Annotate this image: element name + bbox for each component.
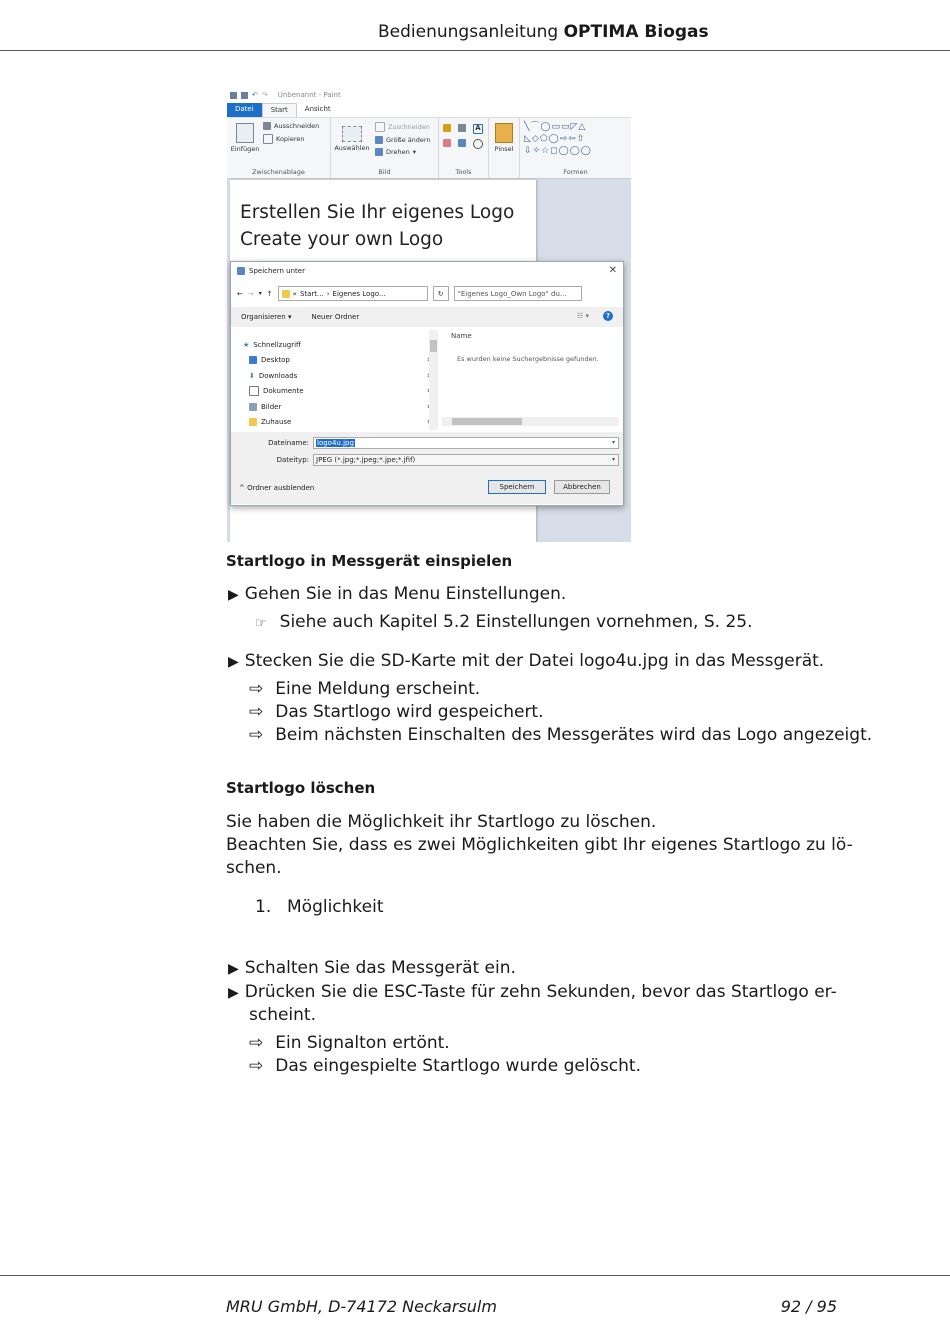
- color-picker-icon: [458, 139, 466, 147]
- reference-note: ☞ Siehe auch Kapitel 5.2 Einstellungen vornehmen, S. 25.: [255, 612, 753, 632]
- section-heading-delete: Startlogo löschen: [226, 779, 376, 797]
- result-item: ⇨ Das eingespielte Startlogo wurde gelöscht.: [249, 1056, 641, 1076]
- nav-item-downloads: ⬇ Downloads: [237, 368, 437, 384]
- group-zwischenablage: [227, 118, 331, 178]
- step-press-esc: ▶ Drücken Sie die ESC-Taste für zehn Sekunden, bevor das Startlogo er-: [228, 982, 837, 1002]
- group-pinsel: [489, 118, 519, 178]
- paste-icon: [236, 123, 254, 143]
- paragraph: Sie haben die Möglichkeit ihr Startlogo zu löschen.: [226, 812, 657, 832]
- nav-pane: [237, 330, 437, 430]
- dialog-toolbar: [231, 307, 623, 327]
- cancel-button: Abbrechen: [554, 480, 610, 494]
- filename-label: Dateiname:: [268, 438, 309, 447]
- dialog-bottom: [231, 432, 623, 504]
- folder-icon: [249, 418, 257, 426]
- paragraph: schen.: [226, 858, 282, 878]
- group-formen: [519, 118, 631, 178]
- numbered-item: 1. Möglichkeit: [255, 897, 384, 917]
- pictures-icon: [249, 403, 257, 411]
- canvas-text-2: Create your own Logo: [240, 229, 444, 250]
- select-label: Auswählen: [334, 144, 370, 152]
- header-brand: OPTIMA Biogas: [563, 22, 709, 42]
- nav-item-home: Zuhause: [237, 415, 437, 431]
- no-results-message: Es wurden keine Suchergebnisse gefunden.: [457, 355, 599, 363]
- eraser-icon: [443, 139, 451, 147]
- save-as-dialog: [230, 261, 624, 506]
- hide-folders-toggle: ^ Ordner ausblenden: [239, 484, 315, 492]
- result-item: ⇨ Ein Signalton ertönt.: [249, 1033, 450, 1053]
- copy-icon: [263, 134, 273, 144]
- group-label-zwischenablage: Zwischenablage: [252, 168, 305, 176]
- chevron-down-icon: ▾: [258, 290, 262, 297]
- copy-label: Kopieren: [276, 135, 305, 143]
- footer-company: MRU GmbH, D-74172 Neckarsulm: [226, 1297, 497, 1316]
- crop-icon: [375, 122, 385, 132]
- fill-icon: [458, 124, 466, 132]
- chevron-down-icon: ▾: [611, 456, 615, 463]
- resize-icon: [375, 136, 383, 144]
- result-arrow-icon: ⇨: [249, 679, 264, 699]
- step-press-esc-cont: scheint.: [249, 1005, 317, 1025]
- magnifier-icon: [473, 139, 483, 149]
- help-icon: ?: [603, 311, 613, 321]
- back-icon: ←: [237, 289, 243, 298]
- filename-field: logo4u.jpg ▾: [313, 437, 619, 449]
- triangle-bullet-icon: ▶: [228, 654, 239, 670]
- brush-label: Pinsel: [494, 145, 514, 153]
- path-start: Start...: [299, 289, 324, 298]
- group-label-formen: Formen: [563, 168, 588, 176]
- nav-item-pictures: Bilder: [237, 399, 437, 415]
- step-switch-on: ▶ Schalten Sie das Messgerät ein.: [228, 958, 516, 978]
- result-item: ⇨ Beim nächsten Einschalten des Messgerätes wird das Logo angezeigt.: [249, 725, 873, 745]
- group-label-bild: Bild: [378, 168, 391, 176]
- nav-item-desktop: Desktop: [237, 353, 437, 369]
- forward-icon: →: [247, 289, 254, 298]
- shapes-gallery-icon: ╲⌒◯▭▭◸△ ◺◇⬠◯⇨⇦⇧ ⇩✧☆◻◯◯◯: [524, 122, 592, 156]
- triangle-bullet-icon: ▶: [228, 985, 239, 1001]
- resize-label: Größe ändern: [386, 136, 431, 144]
- section-heading-import: Startlogo in Messgerät einspielen: [226, 552, 513, 570]
- ribbon-tabs: [227, 103, 631, 117]
- rotate-label: Drehen: [386, 148, 410, 156]
- filetype-label: Dateityp:: [276, 455, 309, 464]
- dialog-title: Speichern unter: [249, 267, 305, 275]
- desktop-icon: [249, 356, 257, 364]
- path-folder: Eigenes Logo...: [332, 289, 386, 298]
- group-tools: [439, 118, 489, 178]
- up-icon: ↑: [266, 289, 273, 298]
- horizontal-scrollbar: [442, 417, 619, 426]
- result-item: ⇨ Das Startlogo wird gespeichert.: [249, 702, 544, 722]
- ribbon: [227, 117, 631, 179]
- qat-title: Unbenannt - Paint: [277, 91, 341, 99]
- result-arrow-icon: ⇨: [249, 1056, 264, 1076]
- page-header: [0, 22, 950, 51]
- nav-scrollbar: [429, 330, 438, 430]
- column-name: Name: [451, 332, 472, 340]
- paint-app-icon: [230, 92, 237, 99]
- chevron-down-icon: ▾: [412, 148, 417, 156]
- nav-item-documents: Dokumente: [237, 384, 437, 400]
- close-icon: ✕: [608, 265, 617, 276]
- address-bar: ← → ▾ ↑ « Start... › Eigenes Logo... ↻ "Eigenes Logo_Own Logo" du...: [237, 285, 617, 302]
- view-options-icon: ☷ ▾: [576, 312, 589, 320]
- save-icon: [241, 92, 248, 99]
- cut-label: Ausschneiden: [274, 122, 320, 130]
- download-icon: ⬇: [249, 371, 255, 380]
- group-bild: [331, 118, 439, 178]
- new-folder-button: Neuer Ordner: [311, 313, 360, 321]
- search-field: "Eigenes Logo_Own Logo" du...: [454, 286, 582, 301]
- save-button: Speichern: [488, 480, 546, 494]
- undo-icon: ↶: [252, 91, 258, 99]
- tab-start: Start: [262, 103, 297, 117]
- header-prefix: Bedienungsanleitung: [378, 22, 559, 42]
- nav-item-quick-access: ★ Schnellzugriff: [243, 340, 301, 349]
- tab-ansicht: Ansicht: [304, 105, 331, 113]
- filetype-select: JPEG (*.jpg;*.jpeg;*.jpe;*.jfif) ▾: [313, 454, 619, 466]
- folder-icon: [282, 290, 290, 298]
- quick-access-toolbar: [227, 87, 631, 103]
- triangle-bullet-icon: ▶: [228, 587, 239, 603]
- triangle-bullet-icon: ▶: [228, 961, 239, 977]
- result-arrow-icon: ⇨: [249, 702, 264, 722]
- brush-icon: [495, 123, 513, 143]
- step-open-settings: ▶ Gehen Sie in das Menu Einstellungen.: [228, 584, 567, 604]
- file-list: [445, 330, 623, 430]
- chevron-down-icon: ▾: [611, 439, 615, 446]
- cut-icon: [263, 122, 271, 130]
- star-icon: ★: [243, 340, 250, 349]
- paragraph: Beachten Sie, dass es zwei Möglichkeiten gibt Ihr eigenes Startlogo zu lö-: [226, 835, 853, 855]
- result-item: ⇨ Eine Meldung erscheint.: [249, 679, 481, 699]
- footer-divider: [0, 1275, 950, 1276]
- pencil-icon: [443, 124, 451, 132]
- document-icon: [249, 386, 259, 396]
- canvas-text-1: Erstellen Sie Ihr eigenes Logo: [240, 202, 515, 223]
- step-insert-sd: ▶ Stecken Sie die SD-Karte mit der Datei logo4u.jpg in das Messgerät.: [228, 651, 825, 671]
- tab-datei: Datei: [227, 103, 262, 117]
- result-arrow-icon: ⇨: [249, 1033, 264, 1053]
- result-arrow-icon: ⇨: [249, 725, 264, 745]
- select-icon: [342, 126, 362, 142]
- dialog-app-icon: [237, 267, 245, 275]
- page-number: 92 / 95: [780, 1297, 837, 1316]
- pointing-hand-icon: ☞: [255, 616, 267, 631]
- crop-label: Zuschneiden: [388, 123, 430, 131]
- refresh-icon: ↻: [433, 286, 449, 301]
- organize-menu: Organisieren ▾: [241, 313, 292, 321]
- text-tool-icon: A: [473, 124, 483, 134]
- group-label-tools: Tools: [455, 168, 472, 176]
- paste-label: Einfügen: [230, 145, 260, 153]
- redo-icon: ↷: [261, 91, 268, 99]
- rotate-icon: [375, 148, 383, 156]
